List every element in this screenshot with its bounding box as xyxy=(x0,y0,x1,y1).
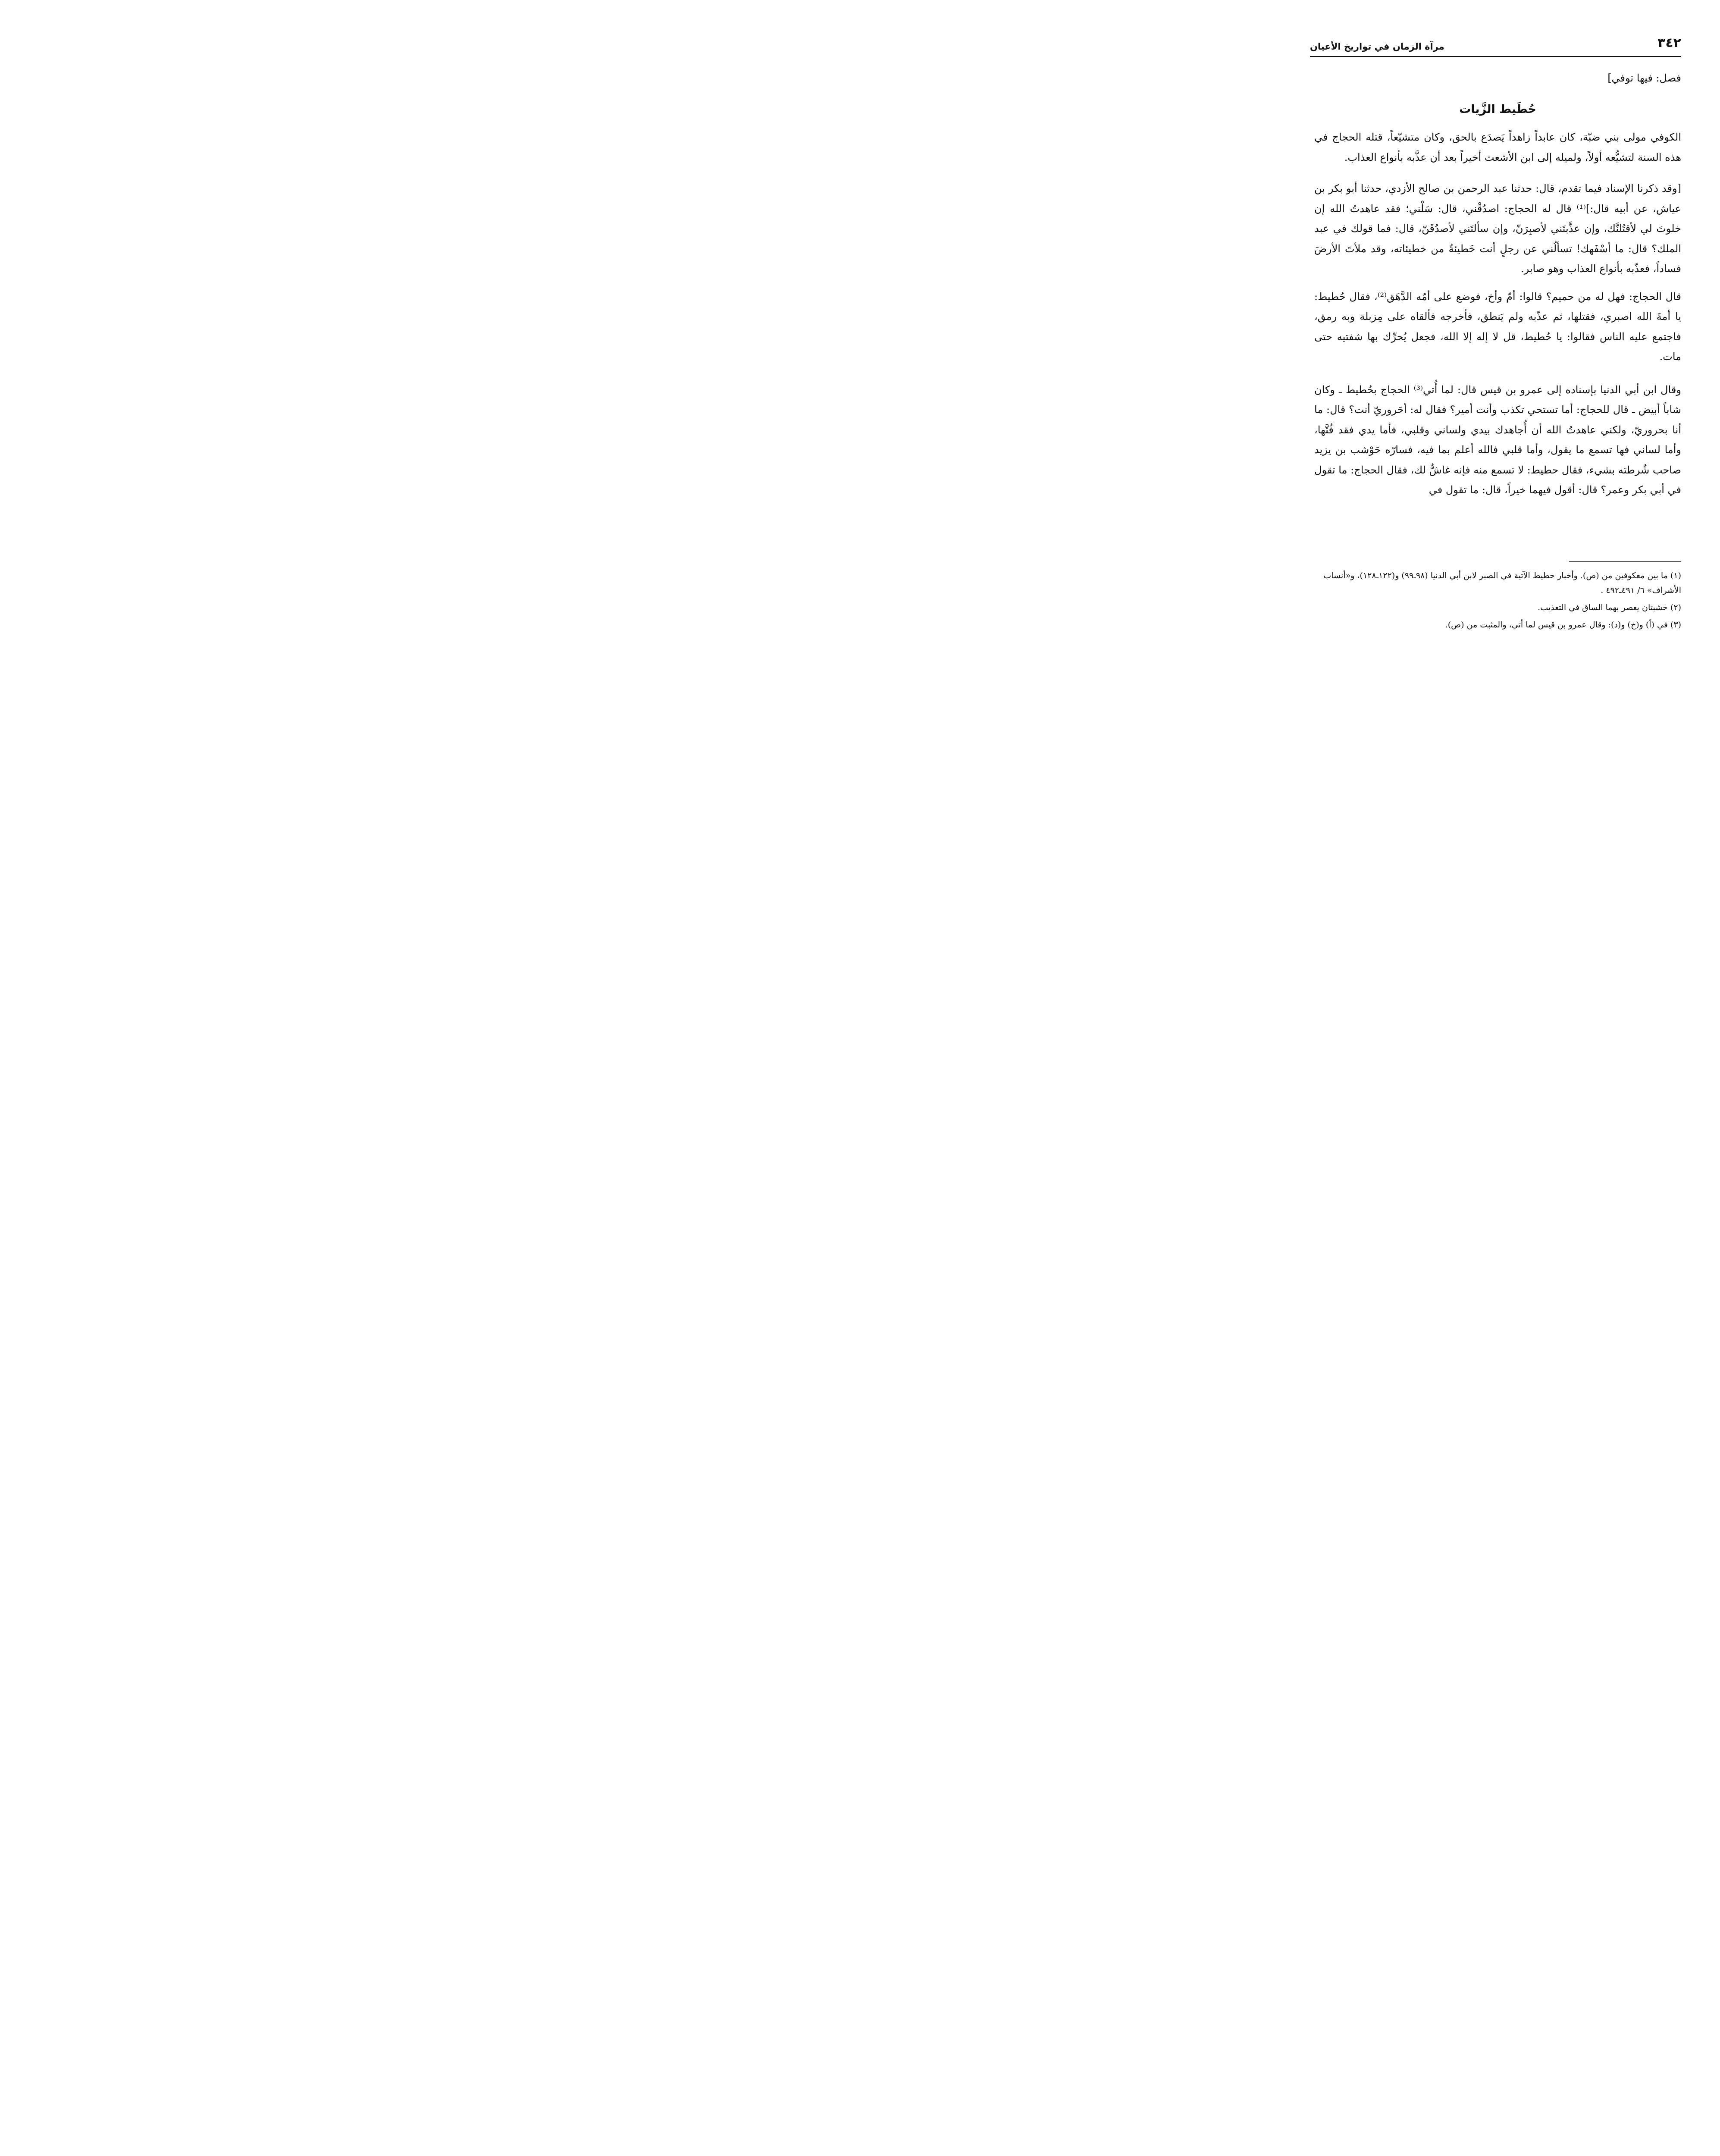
book-title: مرآة الزمان في تواريخ الأعيان xyxy=(1310,41,1444,52)
main-text xyxy=(1314,65,1681,508)
footnote-1: (١) ما بين معكوفين من (ص). وأخبار حطيط الآتية في الصبر لابن أبي الدنيا (٩٨ـ٩٩) و(١٢٢ـ١٢٨)، و«أنساب الأشراف» ٦/ ٤٩١ـ٤٩٢ . xyxy=(1323,571,1681,595)
paragraph-biography: الكوفي مولى بني ضبّة، كان عابداً زاهداً يَصدَع بالحق، وكان متشيّعاً، قتله الحجاج في هذه السنة لتشيُّعه أولاً، ولميله إلى ابن الأشعث أخيراً بعد أن عذَّبه بأنواع العذاب. xyxy=(1314,131,1682,163)
running-header xyxy=(1310,34,1681,57)
page-number: ٣٤٢ xyxy=(1657,35,1681,50)
book-page xyxy=(1268,0,1720,670)
paragraph-ibn-abi-dunya: وقال ابن أبي الدنيا بإسناده إلى عمرو بن قيس قال: لما أُتي⁽³⁾ الحجاج بحُطيط ـ وكان شاباً أبيض ـ قال للحجاج: أما تستحي تكذب وأنت أمير؟ فقال له: أحَروريّ أنت؟ قال: ما أنا بحروريّ، ولكني عاهدتُ الله أن أُجاهدك بيدي ولساني وقلبي، فأما يدي فقد فُتَّها، وأما لساني فها تسمع ما يقول، وأما قلبي فالله أعلم بما فيه، فسارّه حَوْشب بن يزيد صاحب شُرطته بشيء، فقال حطيط: لا تسمع منه فإنه غاشٌّ لك، فقال الحجاج: ما تقول في أبي بكر وعمر؟ قال: أقول فيهما خيراً، قال: ما تقول في xyxy=(1314,383,1682,496)
footnote-2: (٢) خشبتان يعصر بهما الساق في التعذيب. xyxy=(1538,603,1681,612)
paragraph-interrogation: [وقد ذكرنا الإسناد فيما تقدم، قال: حدثنا عبد الرحمن بن صالح الأزدي، حدثنا أبو بكر بن عياش، عن أبيه قال:]⁽¹⁾ قال له الحجاج: اصدُقْني، قال: سَلْني؛ فقد عاهدتُ الله إن خلوتَ لي لأقتُلنَّك، وإن عذَّبتَني لأصبِرَنّ، وإن سألتَني لأصدُقَنّ، قال: فما قولك في عبد الملك؟ قال: ما أسْفَهك! تسألُني عن رجلٍ أنت خَطيئةٌ من خطيئاته، وقد ملأتَ الأرضَ فساداً، فعذّبه بأنواع العذاب وهو صابر. xyxy=(1314,182,1681,275)
footnotes xyxy=(1314,568,1681,632)
section-note: فصل: فيها توفي] xyxy=(1607,72,1681,84)
footnote-divider xyxy=(1569,561,1681,562)
footnote-3: (٣) في (أ) و(خ) و(د): وقال عمرو بن قيس لما أتي، والمثبت من (ص). xyxy=(1445,620,1681,630)
paragraph-mother: قال الحجاج: فهل له من حميم؟ قالوا: أمّ وأخ، فوضع على أمّه الدَّهَق⁽²⁾، فقال حُطيط: يا أمةَ الله اصبري، فقتلها، ثم عذّبه ولم يَنطق، فأخرجه فألقاه على مِزبلة وبه رمق، فاجتمع عليه الناس فقالوا: يا حُطيط، قل لا إله إلا الله، فجعل يُحرِّك بها شفتيه حتى مات. xyxy=(1314,290,1681,363)
entry-title: حُطَيط الزَّيات xyxy=(1459,103,1536,116)
